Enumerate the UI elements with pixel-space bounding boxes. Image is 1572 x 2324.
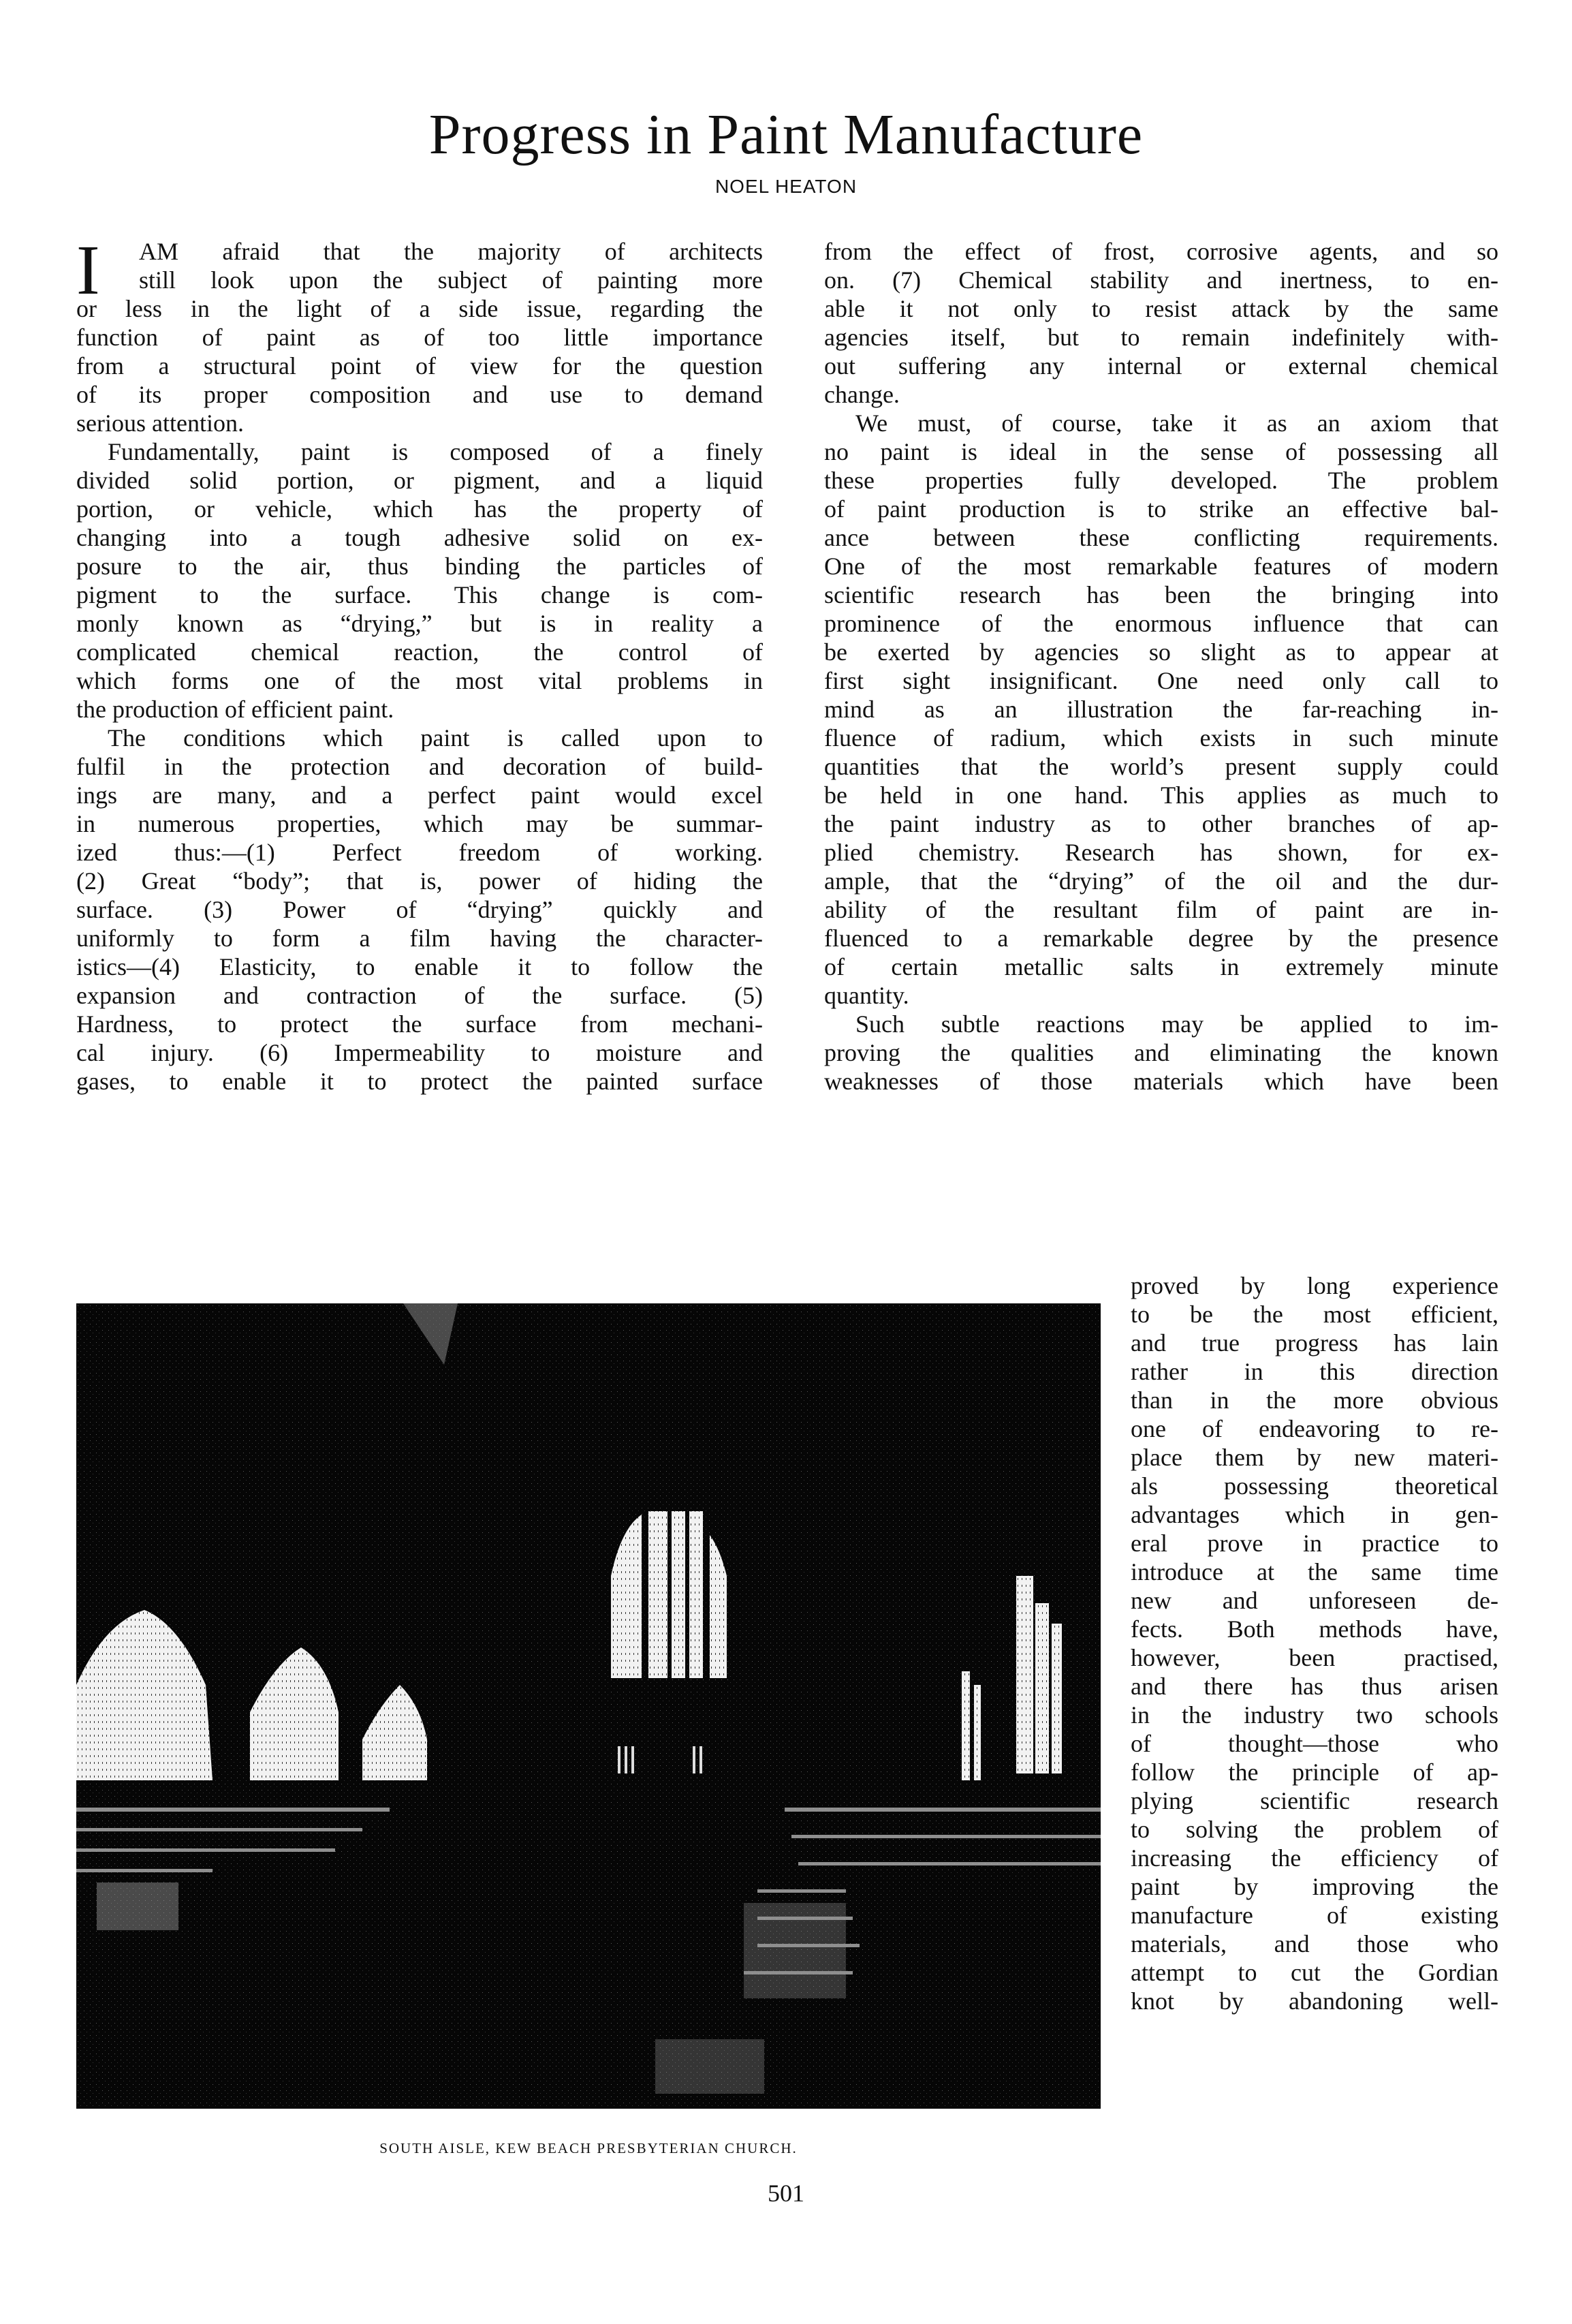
text-line: Fundamentally, paint is composed of a finely	[108, 438, 763, 465]
text-line: and there has thus arisen	[1131, 1673, 1498, 1700]
text-line: changing into a tough adhesive solid on ex-	[76, 524, 763, 551]
text-line: expansion and contraction of the surface. (5)	[76, 982, 763, 1009]
text-line: however, been practised,	[1131, 1644, 1498, 1671]
text-line: (2) Great “body”; that is, power of hiding the	[76, 867, 763, 895]
text-line: portion, or vehicle, which has the property of	[76, 495, 763, 523]
text-line: from a structural point of view for the question	[76, 352, 763, 379]
text-line: paint by improving the	[1131, 1873, 1498, 1900]
text-line: of thought—those who	[1131, 1730, 1498, 1757]
page-number: 501	[768, 2180, 804, 2207]
text-line: agencies itself, but to remain indefinitely with-	[824, 324, 1498, 351]
text-line: first sight insignificant. One need only call to	[824, 667, 1498, 694]
text-line: and true progress has lain	[1131, 1329, 1498, 1357]
text-line: place them by new materi-	[1131, 1444, 1498, 1471]
text-line: out suffering any internal or external chemical	[824, 352, 1498, 379]
text-line: quantities that the world’s present supply could	[824, 753, 1498, 780]
text-line: knot by abandoning well-	[1131, 1987, 1498, 2015]
text-line: plying scientific research	[1131, 1787, 1498, 1814]
church-interior-photo	[76, 1303, 1101, 2109]
text-line: change.	[824, 381, 900, 408]
text-line: ance between these conflicting requirements.	[824, 524, 1498, 551]
text-line: manufacture of existing	[1131, 1902, 1498, 1929]
text-line: in numerous properties, which may be summar-	[76, 810, 763, 837]
text-line: of certain metallic salts in extremely minute	[824, 953, 1498, 980]
text-line: these properties fully developed. The problem	[824, 467, 1498, 494]
text-line: eral prove in practice to	[1131, 1530, 1498, 1557]
text-line: AM afraid that the majority of architects	[139, 238, 763, 265]
text-line: monly known as “drying,” but is in reality a	[76, 610, 763, 637]
text-line: ings are many, and a perfect paint would excel	[76, 781, 763, 809]
text-line: the paint industry as to other branches of ap-	[824, 810, 1498, 837]
text-line: mind as an illustration the far-reaching in-	[824, 696, 1498, 723]
text-line: be exerted by agencies so slight as to appear at	[824, 638, 1498, 666]
text-line: able it not only to resist attack by the same	[824, 295, 1498, 322]
text-line: quantity.	[824, 982, 909, 1009]
text-line: We must, of course, take it as an axiom that	[855, 409, 1498, 437]
text-line: to be the most efficient,	[1131, 1301, 1498, 1328]
text-line: one of endeavoring to re-	[1131, 1415, 1498, 1442]
text-line: proved by long experience	[1131, 1272, 1498, 1299]
text-line: new and unforeseen de-	[1131, 1587, 1498, 1614]
text-line: increasing the efficiency of	[1131, 1844, 1498, 1872]
text-line: prominence of the enormous influence that can	[824, 610, 1498, 637]
text-line: pigment to the surface. This change is com-	[76, 581, 763, 608]
text-line: function of paint as of too little importance	[76, 324, 763, 351]
left-column	[76, 231, 763, 1096]
text-line: divided solid portion, or pigment, and a liquid	[76, 467, 763, 494]
text-line: plied chemistry. Research has shown, for ex-	[824, 839, 1498, 866]
text-line: Hardness, to protect the surface from mechani-	[76, 1010, 763, 1038]
text-line: to solving the problem of	[1131, 1816, 1498, 1843]
text-line: ability of the resultant film of paint are in-	[824, 896, 1498, 923]
text-line: materials, and those who	[1131, 1930, 1498, 1957]
text-line: One of the most remarkable features of modern	[824, 553, 1498, 580]
text-line: proving the qualities and eliminating the known	[824, 1039, 1498, 1066]
wrap-column	[1131, 1271, 1498, 2015]
text-line: follow the principle of ap-	[1131, 1759, 1498, 1786]
right-column	[824, 237, 1498, 1096]
author-byline: NOEL HEATON	[714, 176, 858, 197]
text-line: from the effect of frost, corrosive agents, and so	[824, 238, 1498, 265]
text-line: the production of efficient paint.	[76, 696, 394, 723]
text-line: attempt to cut the Gordian	[1131, 1959, 1498, 1986]
text-line: introduce at the same time	[1131, 1558, 1498, 1585]
church-interior-illustration	[76, 1303, 1101, 2109]
text-line: ized thus:—(1) Perfect freedom of working.	[76, 839, 763, 866]
text-line: uniformly to form a film having the character-	[76, 925, 763, 952]
text-line: advantages which in gen-	[1131, 1501, 1498, 1528]
text-line: of its proper composition and use to demand	[76, 381, 763, 408]
text-line: fluenced to a remarkable degree by the presence	[824, 925, 1498, 952]
text-line: Such subtle reactions may be applied to im-	[855, 1010, 1498, 1038]
text-line: which forms one of the most vital problems in	[76, 667, 763, 694]
text-line: on. (7) Chemical stability and inertness, to en-	[824, 266, 1498, 294]
text-line: cal injury. (6) Impermeability to moisture and	[76, 1039, 763, 1066]
text-line: surface. (3) Power of “drying” quickly and	[76, 896, 763, 923]
text-line: ample, that the “drying” of the oil and the dur-	[824, 867, 1498, 895]
text-line: complicated chemical reaction, the control of	[76, 638, 763, 666]
text-line: als possessing theoretical	[1131, 1472, 1498, 1500]
text-line: gases, to enable it to protect the painted surface	[76, 1068, 763, 1095]
text-line: The conditions which paint is called upon to	[108, 724, 763, 752]
text-line: of paint production is to strike an effective bal-	[824, 495, 1498, 523]
text-line: than in the more obvious	[1131, 1386, 1498, 1414]
drop-cap: I	[76, 231, 100, 309]
text-line: istics—(4) Elasticity, to enable it to follow the	[76, 953, 763, 980]
text-line: in the industry two schools	[1131, 1701, 1498, 1729]
text-line: still look upon the subject of painting more	[139, 266, 763, 294]
text-line: fulfil in the protection and decoration of build-	[76, 753, 763, 780]
text-line: fects. Both methods have,	[1131, 1615, 1498, 1643]
text-line: rather in this direction	[1131, 1358, 1498, 1385]
text-line: fluence of radium, which exists in such minute	[824, 724, 1498, 752]
text-line: be held in one hand. This applies as much to	[824, 781, 1498, 809]
text-line: posure to the air, thus binding the particles of	[76, 553, 763, 580]
photo-caption: SOUTH AISLE, KEW BEACH PRESBYTERIAN CHURCH.	[379, 2140, 798, 2156]
text-line: serious attention.	[76, 409, 244, 437]
article-title: Progress in Paint Manufacture	[428, 103, 1144, 166]
text-line: or less in the light of a side issue, regarding the	[76, 295, 763, 322]
text-line: weaknesses of those materials which have been	[824, 1068, 1498, 1095]
text-line: no paint is ideal in the sense of possessing all	[824, 438, 1498, 465]
text-line: scientific research has been the bringing into	[824, 581, 1498, 608]
